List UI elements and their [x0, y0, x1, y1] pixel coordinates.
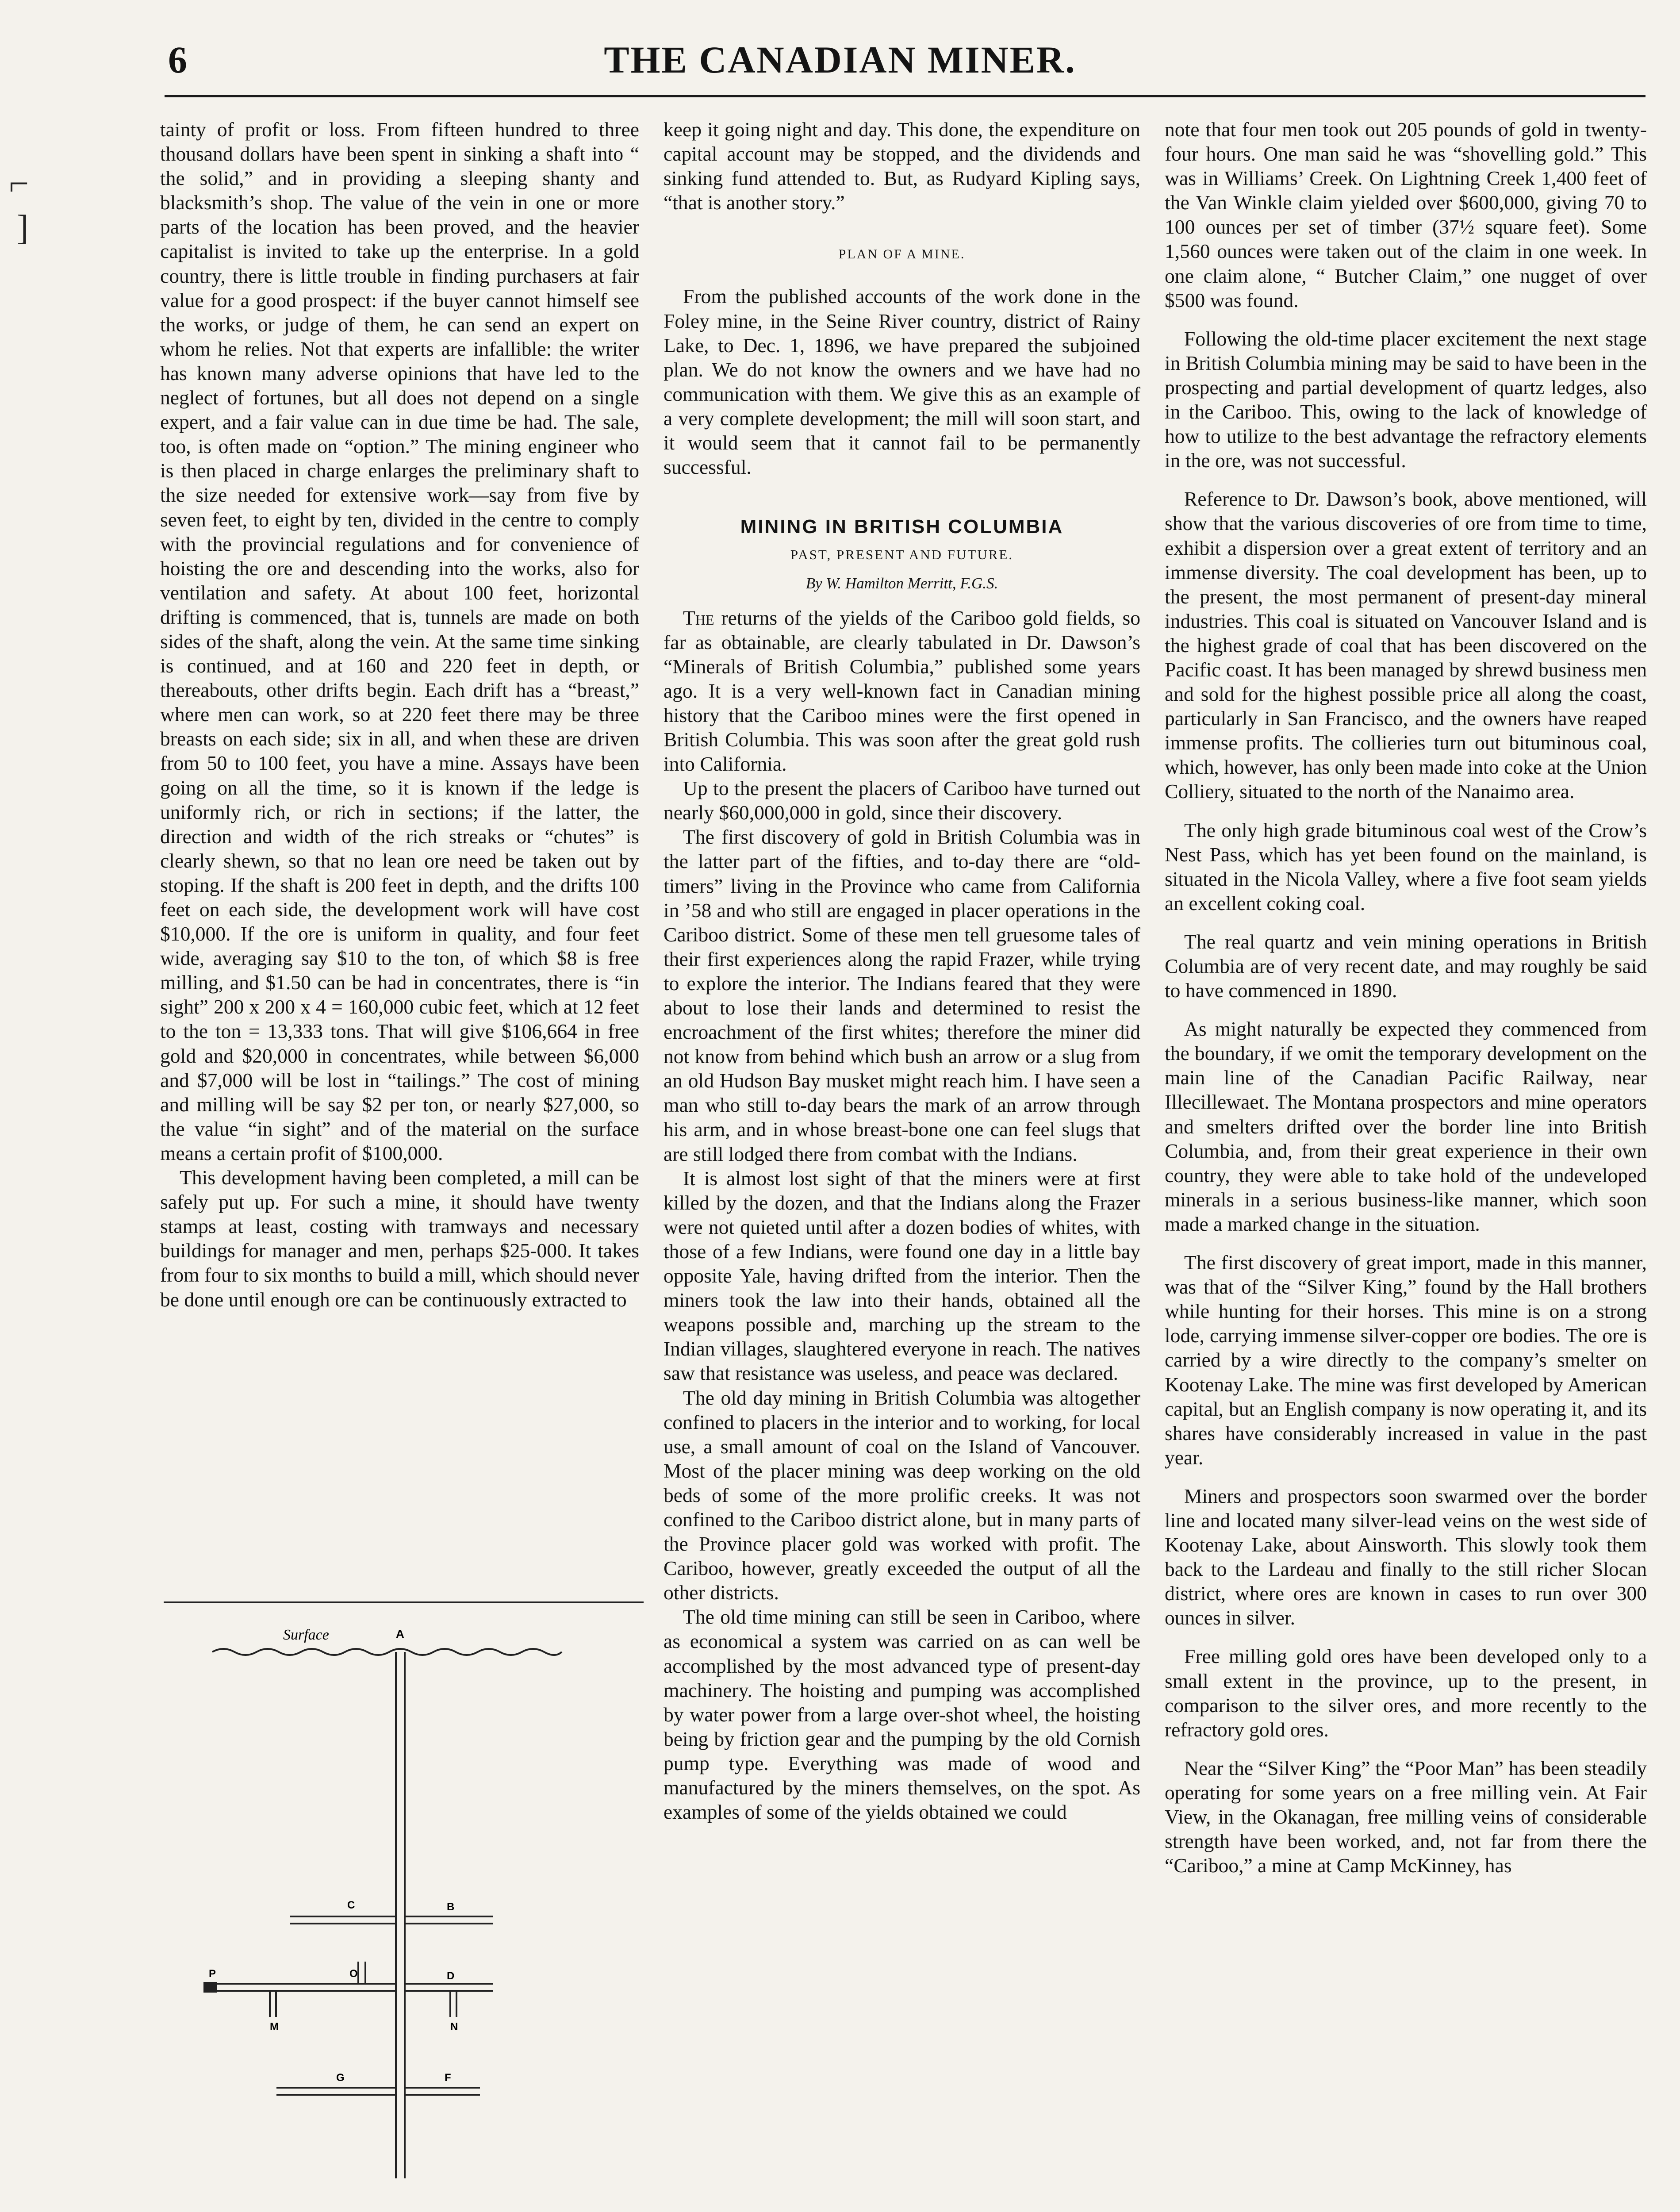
article-title: MINING IN BRITISH COLUMBIA	[740, 516, 1064, 538]
column-1	[160, 117, 639, 1597]
col1-paragraph: This development having been completed, a mill can be safely put up. For such a mine, it should have twenty stamps at least, costing with tramways and necessary buildings for manager and men, perhaps $25-000. It takes from four to six months to build a mill, which should never be done until enough ore can be continuously extracted to	[160, 1166, 639, 1311]
surface-label: Surface	[283, 1627, 329, 1643]
col3-paragraph: Following the old-time placer excitement the next stage in British Columbia mining may be said to have been in the prospecting and partial development of quartz ledges, also in the Cariboo. This, owing to the lack of knowledge of how to utilize to the best advantage the refractory elements in the ore, was not successful.	[1165, 327, 1647, 472]
column-3	[1165, 117, 1647, 2212]
col3-paragraph: The only high grade bituminous coal west of the Crow’s Nest Pass, which has yet been found on the mainland, is situated in the Nicola Valley, where a five foot seam yields an excellent coking coal.	[1165, 818, 1647, 914]
article-subtitle: PAST, PRESENT AND FUTURE.	[790, 547, 1014, 563]
column-2	[664, 117, 1140, 2212]
label-b: B	[447, 1901, 455, 1913]
col3-paragraph: As might naturally be expected they commenced from the boundary, if we omit the temporary development on the main line of the Canadian Pacific Railway, near Illecillewaet. The Montana prospectors and mine operators and smelters drifted over the border line into British Columbia, and, from their great experience in their own country, they were able to take hold of the undeveloped minerals in a serious business-like manner, which soon made a marked change in the situation.	[1165, 1018, 1647, 1235]
mine-plan-diagram	[164, 1603, 644, 2212]
left-margin-mark-2: ]	[17, 208, 29, 247]
article-paragraph: The first discovery of gold in British Columbia was in the latter part of the fifties, and to-day there are “old-timers” living in the Province who came from California in ’58 and who still are engaged in placer operations in the Cariboo district. Some of these men tell gruesome tales of their first experiences along the rapid Frazer, while trying to explore the interior. The Indians feared that they were about to lose their lands and determined to resist the encroachment of the first whites; therefore the miner did not know from behind which bush an arrow or a slug from an old Hudson Bay musket might reach him. I have seen a man who still to-day bears the mark of an arrow through his arm, and in whose breast-bone one can feel slugs that are still lodged there from combat with the Indians.	[664, 826, 1140, 1165]
article-byline: By W. Hamilton Merritt, F.G.S.	[805, 575, 998, 592]
newspaper-title: THE CANADIAN MINER.	[604, 38, 1076, 81]
label-n: N	[450, 2021, 458, 2033]
label-f: F	[445, 2072, 451, 2084]
left-margin-mark: ⌐	[9, 164, 29, 203]
mine-plan-figure	[164, 1601, 644, 2212]
label-m: M	[270, 2021, 279, 2033]
article-paragraph: It is almost lost sight of that the miners were at first killed by the dozen, and that the Indians along the Frazer were not quieted until after a dozen bodies of whites, with those of a few Indians, were found one day in a little bay opposite Yale, having drifted from the interior. Then the miners took the law into their hands, obtained all the weapons possible and, marching up the stream to the Indian villages, slaughtered everyone in reach. The natives saw that resistance was useless, and peace was declared.	[664, 1167, 1140, 1385]
article-paragraph	[664, 606, 1140, 776]
col3-paragraph: The real quartz and vein mining operations in British Columbia are of very recent date, and may roughly be said to have commenced in 1890.	[1165, 930, 1647, 1002]
col3-paragraph: Free milling gold ores have been developed only to a small extent in the province, up to the present, in comparison to the silver ores, and more recently to the refractory gold ores.	[1165, 1645, 1647, 1741]
col3-paragraph: Miners and prospectors soon swarmed over the border line and located many silver-lead veins on the west side of Kootenay Lake, about Ainsworth. This slowly took them back to the Lardeau and finally to the still richer Slocan district, where ores are known in cases to run over 300 ounces in silver.	[1165, 1484, 1647, 1629]
article-paragraph: Up to the present the placers of Cariboo have turned out nearly $60,000,000 in gold, since their discovery.	[664, 777, 1140, 824]
label-g: G	[336, 2072, 345, 2084]
col3-paragraph: The first discovery of great import, made in this manner, was that of the “Silver King,” found by the Hall brothers while hunting for their horses. This mine is on a strong lode, carrying immense silver-copper ore bodies. The ore is carried by a wire directly to the company’s smelter on Kootenay Lake. The mine was first developed by American capital, but an English company is now operating it, and its shares have considerably increased in value in the past year.	[1165, 1251, 1647, 1469]
lead-paragraph-text: returns of the yields of the Cariboo gold fields, so far as obtainable, are clearly tabulated in Dr. Dawson’s “Minerals of British Columbia,” published some years ago. It is a very well-known fact in Canadian mining history that the Cariboo mines were the first opened in British Columbia. This was soon after the great gold rush into California.	[664, 606, 1140, 776]
label-c: C	[347, 1899, 355, 1911]
surface-line	[212, 1649, 562, 1655]
label-d: D	[447, 1970, 455, 1982]
col3-paragraph: Near the “Silver King” the “Poor Man” has been steadily operating for some years on a free milling vein. At Fair View, in the Okanagan, free milling veins of considerable strength have been worked, and, not far from there the “Cariboo,” a mine at Camp McKinney, has	[1165, 1756, 1647, 1877]
col3-paragraph: note that four men took out 205 pounds of gold in twenty-four hours. One man said he was “shovelling gold.” This was in Williams’ Creek. On Lightning Creek 1,400 feet of the Van Winkle claim yielded over $600,000, giving 70 to 100 ounces per set of timber (37½ square feet). Some 1,560 ounces were taken out of the claim in one week. In one claim alone, “ Butcher Claim,” one nugget of over $500 was found.	[1165, 118, 1647, 311]
page-number: 6	[168, 38, 187, 81]
label-o: O	[349, 1968, 358, 1980]
col3-paragraph: Reference to Dr. Dawson’s book, above mentioned, will show that the various discoveries of ore from time to time, exhibit a dispersion over a great extent of territory and an immense diversity. The coal development has been, up to the present, the most permanent of present-day mineral industries. This coal is situated on Vancouver Island and is the highest grade of coal that has been discovered on the Pacific coast. It has been managed by shrewd business men and sold for the highest possible price all along the coast, particularly in San Francisco, and the owners have reaped immense profits. The collieries turn out bituminous coal, which, however, has only been made into coke at the Union Colliery, situated to the north of the Nanaimo area.	[1165, 488, 1647, 803]
label-a: A	[396, 1627, 404, 1640]
article-paragraph: The old day mining in British Columbia was altogether confined to placers in the interior and to working, for local use, a small amount of coal on the Island of Vancouver. Most of the placer mining was deep working on the old beds of some of the more prolific creeks. It was not confined to the Cariboo district alone, but in many parts of the Province placer gold was worked with profit. The Cariboo, however, greatly exceeded the output of all the other districts.	[664, 1386, 1140, 1604]
lead-word: The	[683, 606, 714, 629]
label-p: P	[209, 1968, 216, 1980]
header-rule	[165, 95, 1645, 97]
col2-intro: keep it going night and day. This done, the expenditure on capital account may be stopped, and the dividends and sinking fund attended to. But, as Rudyard Kipling says, “that is another story.”	[664, 118, 1140, 214]
cross-cut-p-end	[203, 1982, 217, 1993]
plan-heading: PLAN OF A MINE.	[838, 247, 966, 262]
article-paragraph: The old time mining can still be seen in Cariboo, where as economical a system was carried on as can well be accomplished by the most advanced type of present-day machinery. The hoisting and pumping was accomplished by water power from a large over-shot wheel, the hoisting being by friction gear and the pumping by the old Cornish pump type. Everything was made of wood and manufactured by the miners themselves, on the spot. As examples of some of the yields obtained we could	[664, 1605, 1140, 1824]
plan-text: From the published accounts of the work done in the Foley mine, in the Seine River country, district of Rainy Lake, to Dec. 1, 1896, we have prepared the subjoined plan. We do not know the owners and we have had no communication with them. We give this as an example of a very complete development; the mill will soon start, and it would seem that it cannot fail to be permanently successful.	[664, 285, 1140, 479]
col1-paragraph: tainty of profit or loss. From fifteen hundred to three thousand dollars have been spent in sinking a shaft into “ the solid,” and in providing a sleeping shanty and blacksmith’s shop. The value of the vein in one or more parts of the location has been proved, and the heavier capitalist is invited to take up the enterprise. In a gold country, there is little trouble in finding purchasers at fair value for a good prospect: if the buyer cannot himself see the works, or judge of them, he can send an expert on whom he relies. Not that experts are infallible: the writer has known many adverse opinions that have led to the neglect of fortunes, but all does not depend on a single expert, and a fair value can in due time be had. The sale, too, is often made on “option.” The mining engineer who is then placed in charge enlarges the preliminary shaft to the size needed for extensive work—say from five by seven feet, to eight by ten, divided in the centre to comply with the provincial regulations and for convenience of hoisting the ore and descending into the works, also for ventilation and safety. At about 100 feet, horizontal drifting is commenced, that is, tunnels are made on both sides of the shaft, along the vein. At the same time sinking is continued, and at 160 and 220 feet in depth, or thereabouts, other drifts begin. Each drift has a “breast,” where men can work, so at 220 feet there may be three breasts on each side; six in all, and when these are driven from 50 to 100 feet, you have a mine. Assays have been going on all the time, so it is known if the ledge is uniformly rich, or rich in sections; if the latter, the direction and width of the rich streaks or “chutes” is clearly shewn, so that no lean ore need be taken out by stoping. If the shaft is 200 feet in depth, and the drifts 100 feet on each side, the development work will have cost $10,000. If the ore is uniform in quality, and four feet wide, averaging say $10 to the ton, of which $8 is free milling, and $1.50 can be had in concentrates, there is “in sight” 200 x 200 x 4 = 160,000 cubic feet, which at 12 feet to the ton = 13,333 tons. That will give $106,664 in free gold and $20,000 in concentrates, while between $6,000 and $7,000 will be lost in “tailings.” The cost of mining and milling will be say $2 per ton, or nearly $27,000, so the value “in sight” and of the material on the surface means a certain profit of $100,000.	[160, 118, 639, 1164]
